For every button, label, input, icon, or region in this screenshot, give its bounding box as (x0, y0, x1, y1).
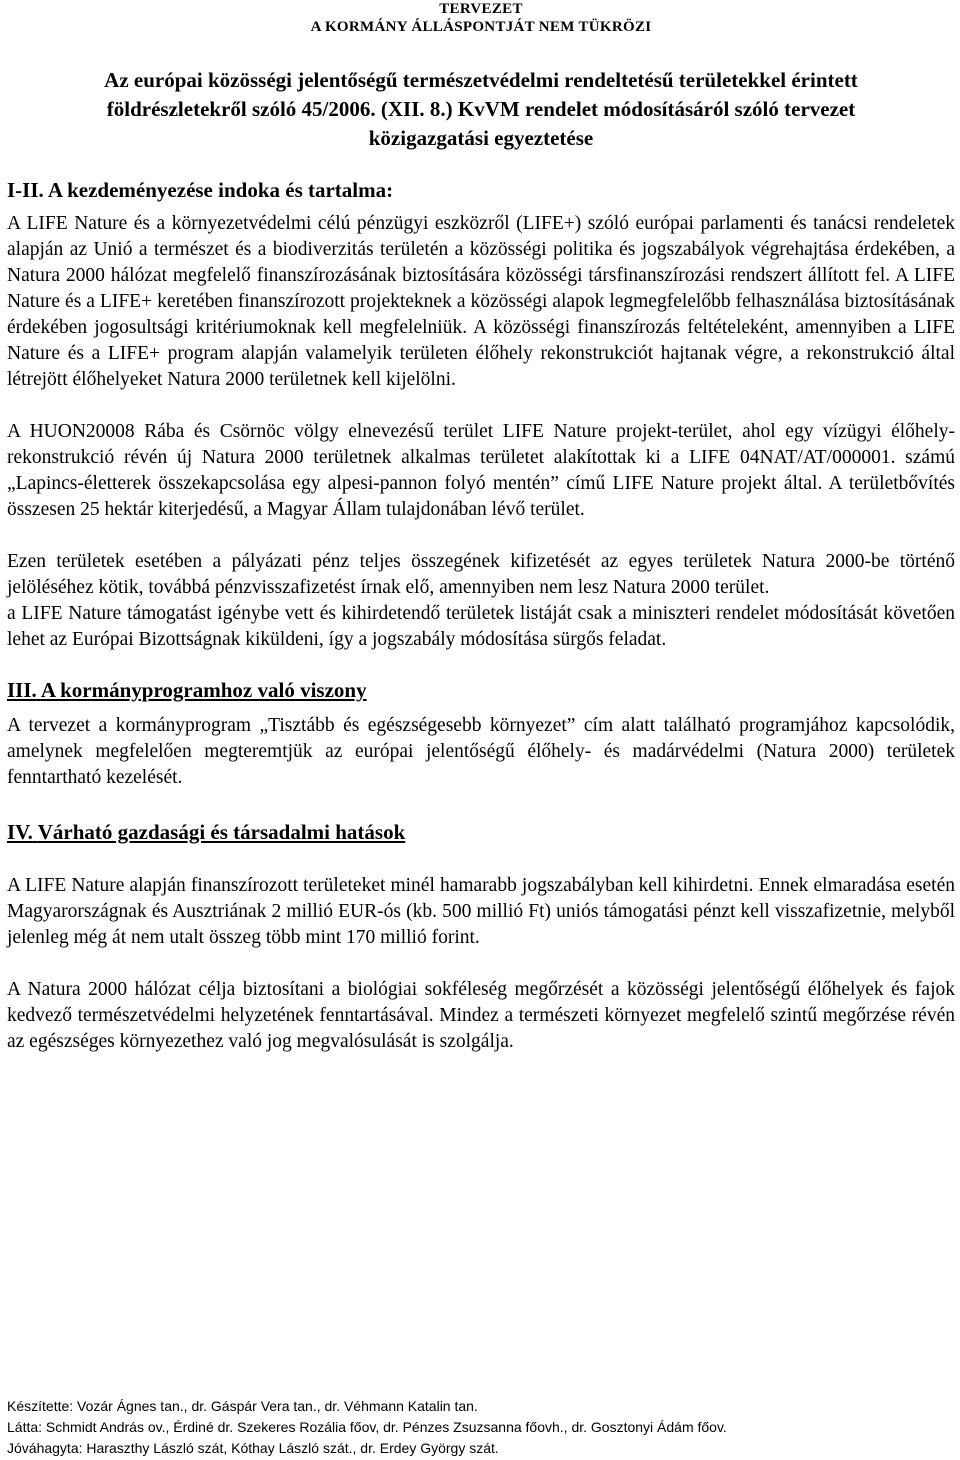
footer-seen-by: Látta: Schmidt András ov., Érdiné dr. Szekeres Rozália főov, dr. Pénzes Zsuzsanna főovh., dr. Gosztonyi Ádám főov. (7, 1419, 727, 1435)
section-3-title: A kormányprogramhoz való viszony (40, 678, 367, 702)
draft-label: TERVEZET (439, 1, 523, 17)
section-4-paragraph-2: A Natura 2000 hálózat célja biztosítani a biológiai sokféleség megőrzését a közösségi jelentőségű élőhelyek és fajok kedvező természetvédelmi helyzetének fenntartásával. Mindez a természeti környezet megfelelő szintű megőrzése révén az egészséges környezethez való jog megvalósulását is szolgálja. (7, 979, 955, 1052)
section-1-paragraph-2: A HUON20008 Rába és Csörnöc völgy elnevezésű terület LIFE Nature projekt-terület, ahol egy vízügyi élőhely-rekonstrukció révén új Natura 2000 területnek alkalmas területet alakítottak ki a LIFE 04NAT/AT/000001. számú „Lapincs-életterek összekapcsolása egy alpesi-pannon folyó mentén” című LIFE Nature projekt által. A területbővítés összesen 25 hektár kiterjedésű, a Magyar Állam tulajdonában lévő terület. (7, 421, 955, 520)
section-4-heading (7, 819, 955, 845)
section-3-heading (7, 677, 955, 703)
section-1-heading: I-II. A kezdeményezése indoka és tartalma: (7, 178, 394, 202)
section-1-paragraph-3: Ezen területek esetében a pályázati pénz teljes összegének kifizetését az egyes területek Natura 2000-be történő jelöléséhez kötik, továbbá pénzvisszafizetést írnak elő, amennyiben nem lesz Natura 2000 terület. (7, 551, 955, 598)
document-title (7, 66, 955, 153)
section-3-number: III. (7, 678, 37, 702)
section-3-paragraph: A tervezet a kormányprogram „Tisztább és egészségesebb környezet” cím alatt található programjához kapcsolódik, amelynek megfelelően megteremtjük az európai jelentőségű élőhely- és madárvédelmi (Natura 2000) területek fenntartható kezelését. (7, 715, 955, 788)
footer-approved-by: Jóváhagyta: Haraszthy László szát, Kóthay László szát., dr. Erdey György szát. (7, 1440, 499, 1456)
title-line-3: közigazgatási egyeztetése (368, 126, 594, 150)
title-line-1: Az európai közösségi jelentőségű természetvédelmi rendeltetésű területekkel érintett (104, 68, 858, 92)
section-4-paragraph-1: A LIFE Nature alapján finanszírozott területeket minél hamarabb jogszabályban kell kihirdetni. Ennek elmaradása esetén Magyarországnak és Ausztriának 2 millió EUR-ós (kb. 500 millió Ft) uniós támogatási pénzt kell visszafizetnie, melyből jelenleg még át nem utalt összeg több mint 170 millió forint. (7, 875, 955, 948)
draft-header (7, 0, 955, 36)
title-line-2: földrészletekről szóló 45/2006. (XII. 8.) KvVM rendelet módosításáról szóló tervezet (106, 97, 856, 121)
section-4-number: IV. (7, 820, 33, 844)
disclaimer-label: A KORMÁNY ÁLLÁSPONTJÁT NEM TÜKRÖZI (310, 19, 652, 35)
section-1-paragraph-4: a LIFE Nature támogatást igénybe vett és kihirdetendő területek listáját csak a miniszteri rendelet módosítását követően lehet az Európai Bizottságnak kiküldeni, így a jogszabály módosítása sürgős feladat. (7, 603, 955, 650)
section-1-paragraph-1: A LIFE Nature és a környezetvédelmi célú pénzügyi eszközről (LIFE+) szóló európai parlamenti és tanácsi rendeletek alapján az Unió a természet és a biodiverzitás területén a közösségi politika és jogszabályok végrehajtása érdekében, a Natura 2000 hálózat megfelelő finanszírozásának biztosítására közösségi társfinanszírozási rendszert állított fel. A LIFE Nature és a LIFE+ keretében finanszírozott projekteknek a közösségi alapok legmegfelelőbb felhasználása biztosításának érdekében jogosultsági kritériumoknak kell megfelelniük. A közösségi finanszírozás feltételeként, amennyiben a LIFE Nature és a LIFE+ program alapján valamelyik területen élőhely rekonstrukciót hajtanak végre, a rekonstrukció által létrejött élőhelyeket Natura 2000 területnek kell kijelölni. (7, 213, 955, 390)
document-footer (7, 1396, 727, 1459)
document-page (7, 0, 955, 1055)
footer-prepared-by: Készítette: Vozár Ágnes tan., dr. Gáspár Vera tan., dr. Véhmann Katalin tan. (7, 1398, 478, 1414)
section-4-title: Várható gazdasági és társadalmi hatások (37, 820, 406, 844)
